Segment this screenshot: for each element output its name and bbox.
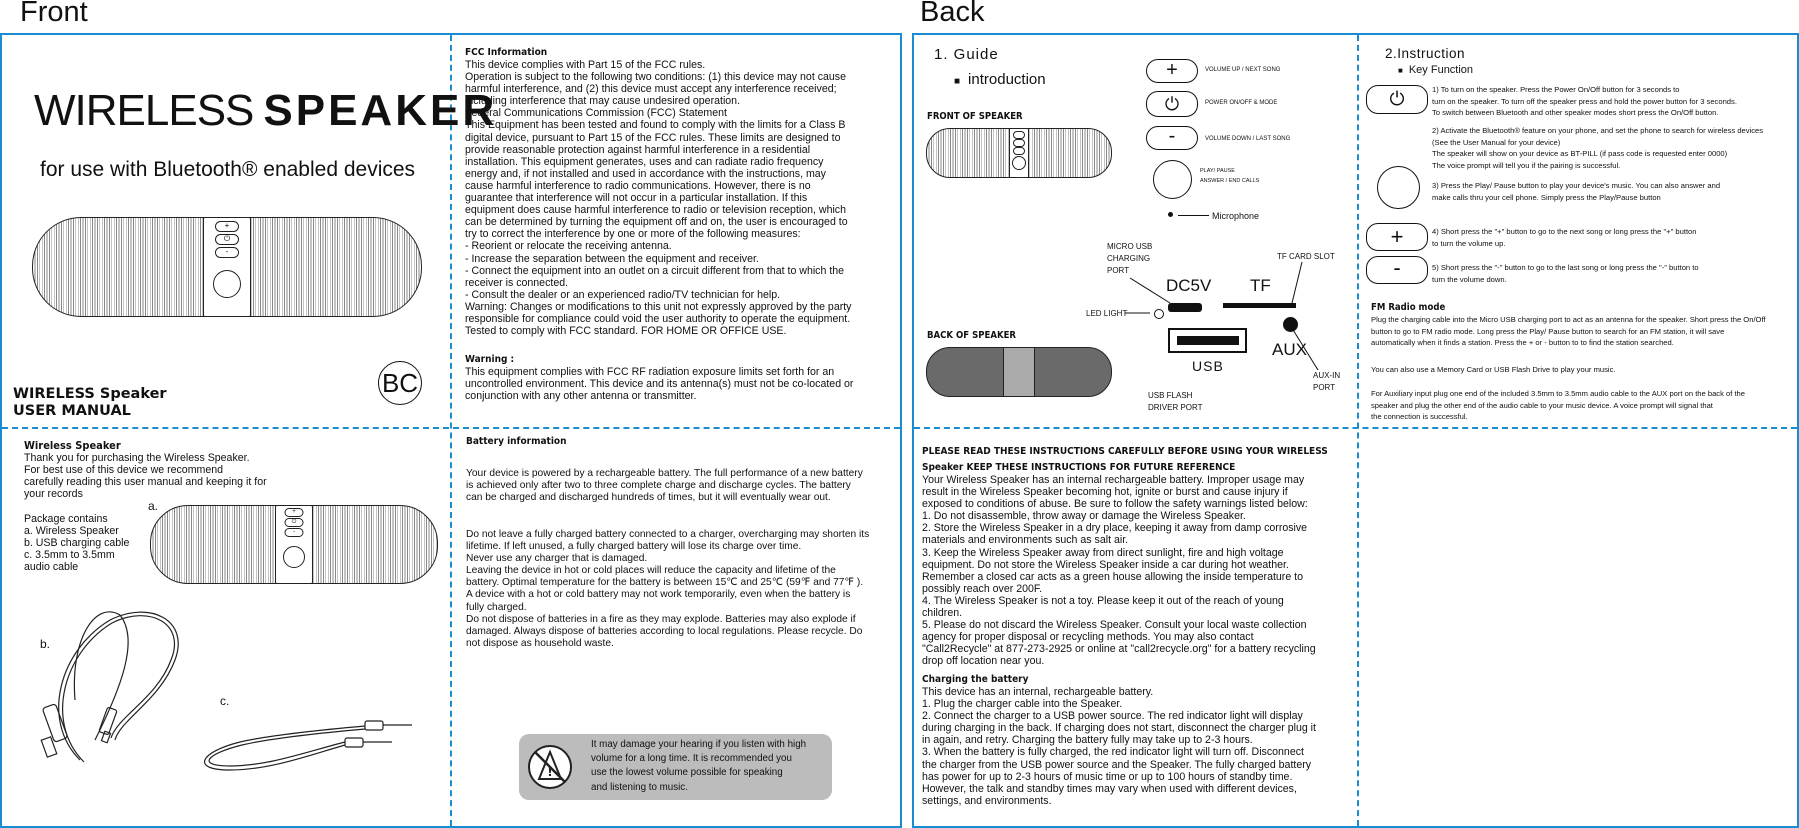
plus-key-icon [1366, 223, 1428, 251]
cover-title-light: WIRELESS [34, 86, 254, 135]
back-page-label: Back [920, 0, 985, 28]
fcc-line: This device complies with Part 15 of the FCC rules. [465, 59, 706, 71]
play-pause-label [1200, 166, 1259, 186]
battery-line: not dispose as household waste. [466, 637, 614, 649]
micro-usb-port-diagram [1168, 303, 1202, 312]
led-light-label: LED LIGHT [1086, 309, 1128, 318]
volume-down-label: VOLUME DOWN / LAST SONG [1205, 136, 1291, 142]
cover-title-bold: SPEAKER [263, 86, 498, 135]
package-intro-line: Thank you for purchasing the Wireless Speaker. [24, 452, 250, 464]
battery-line: Never use any charger that is damaged. [466, 553, 648, 565]
safety-line: equipment. Do not store the Wireless Speaker inside a car during hot weather. [922, 558, 1289, 571]
fm-radio-text [1371, 314, 1766, 349]
package-contents [24, 513, 129, 573]
instruction-line: 3) Press the Play/ Pause button to play your device's music. You can also answer and [1432, 181, 1721, 190]
safety-line: Your Wireless Speaker has an internal rechargeable battery. Improper usage may [922, 474, 1305, 486]
aux-in-label [1313, 370, 1340, 394]
instruction-line: 5) Short press the "-" button to go to the last song or long press the "-" button to [1432, 263, 1699, 272]
power-key-icon: ⏻ [1366, 85, 1428, 114]
power-label: POWER ON/OFF & MODE [1205, 100, 1278, 106]
minus-icon: - [1168, 125, 1176, 147]
usb-flash-label-1: USB FLASH [1148, 391, 1193, 400]
label-c: c. [220, 694, 230, 708]
battery-line: lifetime. If left unused, a fully charged battery will lose its charge over time. [466, 541, 802, 553]
aux-label: AUX [1272, 340, 1307, 359]
cover-subtitle: for use with Bluetooth® enabled devices [40, 158, 416, 181]
package-contents-line: a. Wireless Speaker [24, 525, 119, 538]
cover-title [34, 86, 497, 136]
package-intro [24, 452, 267, 500]
usb-flash-label [1148, 390, 1203, 414]
front-speaker-diagram [926, 128, 1112, 178]
fcc-line: energy and, if not installed and used in accordance with the instructions, may [465, 167, 826, 180]
battery-line: damaged. Always dispose of batteries according to local regulations. Please recycle. Do [466, 625, 863, 637]
front-fold-line [450, 35, 452, 826]
hearing-warning-line: volume for a long time. It is recommended you [591, 753, 792, 765]
fcc-warning-line: This equipment complies with FCC RF radiation exposure limits set forth for an [465, 366, 835, 378]
fcc-line: equipment does cause harmful interference to radio or television reception, which [465, 204, 846, 217]
instruction-line: To switch between Bluetooth and other speaker modes short press the On/Off button. [1432, 108, 1719, 118]
safety-line: Remember a closed car acts as a green house allowing the inside temperature to [922, 570, 1303, 583]
guide-title: 1. Guide [934, 46, 999, 63]
battery-line: Do not leave a fully charged battery connected to a charger, overcharging may shorten its [466, 529, 870, 540]
fm-line: Plug the charging cable into the Micro USB charging port to act as an antenna for the speaker. Short press the On/Off [1371, 315, 1766, 324]
package-contents-line: c. 3.5mm to 3.5mm [24, 549, 115, 562]
fcc-line: harmful interference, and (2) this device must accept any interference received; [465, 83, 837, 96]
volume-down-button-diagram [1146, 126, 1198, 150]
battery-line: is achieved only after two to three complete charge and discharge cycles. The battery [466, 480, 851, 492]
fcc-line: Warning: Changes or modifications to this unit not expressly approved by the party [465, 300, 852, 313]
package-intro-line: For best use of this device we recommend [24, 464, 224, 477]
play-pause-button-diagram [1153, 160, 1192, 199]
micro-usb-label-2: CHARGING [1107, 254, 1151, 263]
fcc-warning-line: conjunction with any other antenna or transmitter. [465, 390, 697, 403]
usb-port-diagram [1168, 328, 1247, 353]
fcc-line: guarantee that interference will not occur in a particular installation. If this [465, 192, 808, 205]
instruction-line: The voice prompt will tell you if the pairing is successful. [1432, 160, 1621, 170]
aux-line: For Auxiliary input plug one end of the included 3.5mm to 3.5mm audio cable to the AUX port on the back of the [1371, 389, 1746, 398]
charging-body [922, 686, 1316, 807]
package-contents-line: audio cable [24, 561, 79, 574]
charging-line: However, the talk and standby times may vary when used with different devices, [922, 782, 1297, 795]
fcc-line: receiver is connected. [465, 276, 569, 289]
fcc-warning-body [465, 366, 853, 402]
instruction-line: 4) Short press the "+" button to go to the next song or long press the "+" button [1432, 227, 1697, 236]
guide-subtitle-text: introduction [968, 71, 1046, 88]
instruction-line: to turn the volume up. [1432, 238, 1506, 248]
safety-line: agency for proper disposal or recycling methods. You may also contact [922, 631, 1254, 644]
safety-line: 2. Store the Wireless Speaker in a dry place, keeping it away from damp corrosive [922, 522, 1308, 535]
micro-usb-label-3: PORT [1107, 266, 1130, 275]
safety-line: 1. Do not disassemble, throw away or damage the Wireless Speaker. [922, 510, 1246, 523]
fcc-line: - Increase the separation between the equipment and receiver. [465, 252, 759, 265]
battery-paragraph-1 [466, 468, 863, 504]
fcc-warning-heading: Warning : [465, 354, 515, 365]
fcc-line: cause harmful interference to radio communications. However, there is no [465, 179, 811, 192]
safety-line: materials and environments such as salt air. [922, 534, 1129, 547]
hearing-warning-line: It may damage your hearing if you listen with high [591, 739, 807, 750]
fcc-warning-line: uncontrolled environment. This device and its antenna(s) must not be co-located or [465, 378, 854, 391]
instruction-step-2 [1432, 125, 1763, 171]
package-intro-line: carefully reading this user manual and keeping it for [24, 476, 267, 489]
svg-text:!: ! [547, 765, 553, 779]
power-button-diagram [1146, 91, 1198, 117]
cover-speaker-illustration: + ⏻ - [32, 217, 422, 317]
instruction-subtitle-text: Key Function [1408, 64, 1474, 76]
back-of-speaker-label: BACK OF SPEAKER [927, 330, 1016, 341]
back-fold-line-horizontal [914, 427, 1797, 429]
instruction-step-3 [1432, 180, 1720, 203]
microphone-label: Microphone [1212, 211, 1260, 221]
battery-paragraph-2 [466, 529, 869, 650]
aux-port-diagram [1283, 317, 1298, 332]
fcc-line: Tested to comply with FCC standard. FOR HOME OR OFFICE USE. [465, 325, 787, 338]
play-key-icon [1377, 166, 1420, 209]
charging-line: 1. Plug the charger cable into the Speaker. [922, 698, 1123, 711]
front-of-speaker-label: FRONT OF SPEAKER [927, 111, 1023, 122]
fcc-line: This Equipment has been tested and found to comply with the limits for a Class B [465, 119, 846, 132]
hearing-warning-text [591, 738, 806, 795]
minus-key-glyph: - [1393, 255, 1401, 280]
battery-line: A device with a hot or cold battery may not work temporarily, even when the battery is [466, 589, 851, 601]
fm-heading: FM Radio mode [1371, 302, 1446, 313]
charging-line: This device has an internal, rechargeable battery. [922, 686, 1154, 698]
fcc-line: provide reasonable protection against harmful interference in a residential [465, 143, 811, 156]
battery-line: Your device is powered by a rechargeable battery. The full performance of a new battery [466, 468, 863, 479]
charging-heading: Charging the battery [922, 674, 1029, 685]
safety-line: 3. Keep the Wireless Speaker away from direct sunlight, fire and high voltage [922, 546, 1284, 559]
instruction-subtitle: ■ Key Function [1398, 64, 1474, 76]
aux-input-text [1371, 388, 1745, 423]
fcc-line: - Consult the dealer or an experienced radio/TV technician for help. [465, 288, 781, 301]
battery-line: Do not dispose of batteries in a fire as they may explode. Batteries may also explode if [466, 613, 856, 625]
memory-card-text: You can also use a Memory Card or USB Flash Drive to play your music. [1371, 365, 1616, 374]
package-contents-line: b. USB charging cable [24, 537, 130, 550]
back-speaker-diagram [926, 347, 1112, 397]
hearing-warning-box [519, 734, 832, 800]
instruction-line: make calls thru your cell phone. Simply press the Play/Pause button [1432, 192, 1661, 202]
fcc-line: try to correct the interference by one or more of the following measures: [465, 228, 801, 241]
tf-slot-label: TF CARD SLOT [1277, 252, 1335, 261]
label-a: a. [148, 499, 159, 513]
instruction-step-4 [1432, 226, 1697, 249]
cover-manual-line2: USER MANUAL [13, 403, 131, 419]
play-pause-label-1: PLAY/ PAUSE [1200, 168, 1235, 174]
usb-flash-label-2: DRIVER PORT [1148, 403, 1203, 412]
plus-icon: + [1166, 59, 1178, 81]
fm-line: button to go to FM radio mode. Long press the Play/ Pause button to search for an FM station, it will save [1371, 326, 1725, 336]
fcc-line: - Reorient or relocate the receiving antenna. [465, 240, 672, 253]
charging-line: during charging in the back. If charging does not start, disconnect the charger plug it [922, 722, 1316, 735]
fcc-heading: FCC Information [465, 47, 548, 58]
fcc-body [465, 59, 851, 337]
safety-line: 5. Please do not discard the Wireless Speaker. Consult your local waste collection [922, 619, 1307, 632]
fcc-line: can be determined by turning the equipment off and on, the user is encouraged to [465, 216, 848, 229]
safety-line: exposed to conditions of abuse. Be sure to follow the safety warnings listed below: [922, 498, 1308, 511]
fcc-line: Federal Communications Commission (FCC) Statement [465, 107, 727, 120]
aux-line: the connection is successful. [1371, 412, 1468, 422]
instruction-line: 1) To turn on the speaker. Press the Power On/Off button for 3 seconds to [1432, 85, 1680, 94]
led-light-diagram [1154, 309, 1164, 319]
dc5v-label: DC5V [1166, 276, 1212, 295]
fcc-line: responsible for compliance could void the user authority to operate the equipment. [465, 312, 851, 325]
front-page-label: Front [20, 0, 88, 28]
package-heading: Wireless Speaker [24, 439, 121, 452]
safety-body [922, 474, 1316, 668]
aux-in-label-2: PORT [1313, 383, 1336, 392]
charging-line: has power for up to 2-3 hours of music time or up to 100 hours of standby time. [922, 770, 1293, 783]
microphone-leader [1178, 215, 1209, 216]
fcc-line: installation. This equipment generates, uses and can radiate radio frequency [465, 155, 824, 168]
battery-line: Leaving the device in hot or cold places will reduce the capacity and lifetime of the [466, 565, 836, 577]
plus-key-glyph: + [1390, 224, 1404, 249]
package-intro-line: your records [24, 488, 83, 501]
front-fold-line-horizontal [2, 427, 900, 429]
cover-manual-line1: WIRELESS Speaker [13, 386, 167, 402]
instruction-line: 2) Activate the Bluetooth® feature on your phone, and set the phone to search for wireless devices [1432, 126, 1764, 135]
port-leaders [0, 0, 1, 1]
volume-up-button-diagram [1146, 59, 1198, 83]
back-fold-line [1357, 35, 1359, 826]
guide-subtitle: ■ introduction [954, 71, 1046, 88]
package-speaker-illustration: + ⏻ - [150, 505, 438, 584]
aux-line: speaker and plug the other end of the audio cable to your music device. A voice prompt will signal that [1371, 400, 1713, 410]
volume-up-label: VOLUME UP / NEXT SONG [1205, 67, 1281, 73]
cover-manual-title [13, 386, 167, 420]
instruction-step-5 [1432, 262, 1699, 285]
charging-line: 2. Connect the charger to a USB power source. The red indicator light will display [922, 710, 1303, 723]
battery-line: can be charged and discharged hundreds of times, but it will eventually wear out. [466, 492, 831, 504]
play-pause-label-2: ANSWER / END CALLS [1200, 178, 1260, 184]
bc-mark: BC [378, 361, 422, 405]
safety-line: result in the Wireless Speaker becoming hot, ignite or burst and cause injury if [922, 486, 1288, 499]
safety-heading-1: PLEASE READ THESE INSTRUCTIONS CAREFULLY BEFORE USING YOUR WIRELESS [922, 446, 1328, 457]
safety-line: drop off location near you. [922, 655, 1045, 668]
power-icon: ⏻ [1164, 94, 1180, 114]
safety-line: 4. The Wireless Speaker is not a toy. Please keep it out of the reach of young [922, 594, 1284, 607]
micro-usb-label [1107, 241, 1152, 277]
package-contents-line: Package contains [24, 513, 108, 525]
instruction-step-1 [1432, 84, 1737, 119]
hearing-warning-icon [527, 744, 573, 790]
fcc-line: - Connect the equipment into an outlet on a circuit different from that to which the [465, 264, 845, 277]
fcc-line: Operation is subject to the following two conditions: (1) this device may not cause [465, 71, 846, 84]
battery-line: fully charged. [466, 601, 527, 613]
charging-line: in again, and retry. Charging the battery fully may take up to 2-3 hours. [922, 734, 1253, 747]
battery-heading: Battery information [466, 436, 567, 447]
aux-in-label-1: AUX-IN [1313, 371, 1341, 380]
microphone-dot [1168, 212, 1173, 217]
instruction-title: 2.Instruction [1385, 46, 1466, 61]
fm-line: automatically when it finds a station. Press the + or - button to to find the station searched. [1371, 338, 1674, 348]
tf-label: TF [1250, 276, 1271, 295]
safety-heading-2: Speaker KEEP THESE INSTRUCTIONS FOR FUTURE REFERENCE [922, 462, 1236, 473]
instruction-line: turn on the speaker. To turn off the speaker press and hold the power button for 3 seconds. [1432, 96, 1737, 106]
battery-line: battery. Optimal temperature for the battery is between 15℃ and 25℃ (59℉ and 77℉ ). [466, 577, 864, 589]
charging-line: settings, and environments. [922, 794, 1052, 807]
hearing-warning-line: use the lowest volume possible for speaking [591, 767, 783, 779]
charging-line: 3. When the battery is fully charged, the red indicator light will turn off. Disconnect [922, 746, 1304, 759]
micro-usb-label-1: MICRO USB [1107, 242, 1153, 251]
safety-line: "Call2Recycle" at 877-273-2925 or online at "call2recycle.org" for a battery recycling [922, 643, 1316, 656]
hearing-warning-line: and listening to music. [591, 781, 688, 793]
charging-line: the charger from the USB power source and the Speaker. The fully charged battery [922, 758, 1312, 771]
fcc-line: including interference that may cause undesired operation. [465, 95, 741, 108]
instruction-line: turn the volume down. [1432, 274, 1507, 284]
instruction-line: (See the User Manual for your device) [1432, 137, 1561, 147]
fcc-line: digital device, pursuant to Part 15 of the FCC rules. These limits are designed to [465, 131, 841, 144]
minus-key-icon [1366, 256, 1428, 284]
instruction-line: The speaker will show on your device as BT-PILL (if pass code is requested enter 0000) [1432, 149, 1728, 159]
safety-line: possibly reach over 200F. [922, 582, 1043, 595]
usb-label: USB [1192, 358, 1224, 374]
label-b: b. [40, 637, 51, 651]
safety-line: children. [922, 607, 963, 620]
tf-card-slot-diagram [1223, 303, 1296, 308]
